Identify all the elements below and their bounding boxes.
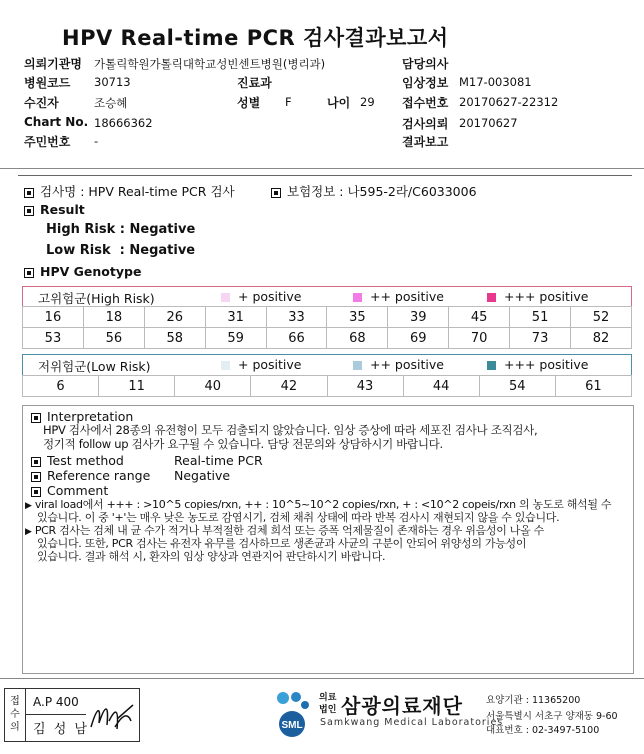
svg-text:SML: SML: [281, 720, 303, 731]
bullet-icon: [24, 268, 34, 278]
bullet-icon: [24, 206, 34, 216]
report-label: 결과보고: [402, 135, 449, 149]
genotype-cell: 6: [23, 376, 99, 397]
table-row: [23, 307, 632, 328]
high-risk-table: [22, 306, 632, 349]
signature-icon: [87, 699, 137, 735]
genotype-cell: 42: [251, 376, 327, 397]
bullet-icon: [24, 188, 34, 198]
genotype-cell: 39: [388, 307, 449, 328]
foundation-prefix: 의료법인: [319, 693, 337, 715]
resident-label: 주민번호: [24, 135, 71, 149]
genotype-cell: 40: [175, 376, 251, 397]
chart-no-value: 18666362: [94, 116, 153, 130]
patient-value: 조승혜: [94, 96, 128, 110]
header-divider: [0, 168, 644, 169]
bullet-icon: [31, 487, 41, 497]
test-method-label: Test method: [31, 453, 124, 468]
genotype-cell: 33: [266, 307, 327, 328]
request-value: 20170627: [459, 116, 518, 130]
receipt-value: 20170627-22312: [459, 95, 559, 109]
genotype-cell: 52: [571, 307, 632, 328]
legend-plus-plus-plus: +++ positive: [487, 357, 588, 372]
genotype-cell: 18: [83, 307, 144, 328]
sml-logo-icon: [268, 688, 316, 738]
stamp-label: 접수의: [5, 689, 26, 741]
interpretation-line-2: 정기적 follow up 검사가 요구될 수 있습니다. 담당 전문의와 상담하시기 바랍니다.: [43, 437, 443, 451]
genotype-cell: 45: [449, 307, 510, 328]
legend-plus: + positive: [221, 289, 301, 304]
doctor-code: A.P 400: [33, 695, 79, 709]
high-risk-label: 고위험군(High Risk): [38, 291, 155, 306]
comment-2-line-3: 있습니다. 결과 해석 시, 환자의 임상 양상과 연관지어 판단하시기 바랍니다.: [37, 550, 386, 563]
result-heading: Result: [24, 202, 85, 217]
test-method-value: Real-time PCR: [174, 453, 263, 468]
legend-plus-plus-plus: +++ positive: [487, 289, 588, 304]
genotype-cell: 11: [99, 376, 175, 397]
genotype-cell: 54: [479, 376, 555, 397]
chart-no-label: Chart No.: [24, 115, 89, 129]
genotype-cell: 73: [510, 328, 571, 349]
table-row: [23, 328, 632, 349]
foundation-english-name: Samkwang Medical Laboratories: [320, 717, 504, 728]
reference-range-value: Negative: [174, 468, 231, 483]
comment-1: ▶ viral load에서 +++ : >10^5 copies/rxn, ++ : 10^5~10^2 copies/rxn, + : <10^2 copeis/rxn 의 농도로 해석될 수: [25, 498, 612, 511]
genotype-cell: 68: [327, 328, 388, 349]
report-title: HPV Real-time PCR 검사결과보고서: [62, 26, 449, 50]
comment-2: ▶ PCR 검사는 검체 내 균 수가 적거나 부적절한 검체 희석 또는 증폭 억제물질이 존재하는 경우 위음성이 나올 수: [25, 524, 544, 537]
legend-swatch-icon: [221, 361, 230, 370]
institution-label: 의뢰기관명: [24, 57, 82, 71]
legend-plus-plus: ++ positive: [353, 357, 444, 372]
age-label: 나이: [327, 96, 351, 110]
doctor-name: 김 성 남: [33, 722, 89, 737]
attending-label: 담당의사: [402, 57, 449, 71]
genotype-heading: HPV Genotype: [24, 264, 141, 279]
institution-value: 가톨릭학원가톨릭대학교성빈센트병원(병리과): [94, 57, 326, 71]
genotype-cell: 69: [388, 328, 449, 349]
genotype-cell: 59: [205, 328, 266, 349]
legend-swatch-icon: [487, 361, 496, 370]
triangle-bullet-icon: ▶: [25, 501, 32, 511]
legend-plus-plus: ++ positive: [353, 289, 444, 304]
age-value: 29: [360, 95, 375, 109]
low-risk-label: 저위험군(Low Risk): [38, 359, 151, 374]
address: 서울특별시 서초구 양재동 9-60: [486, 711, 618, 722]
genotype-cell: 66: [266, 328, 327, 349]
stamp-divider: [26, 714, 86, 715]
request-label: 검사의뢰: [402, 117, 449, 131]
triangle-bullet-icon: ▶: [25, 527, 32, 537]
legend-swatch-icon: [353, 293, 362, 302]
comment-1-line-2: 있습니다. 이 중 '+'는 매우 낮은 농도로 감염시기, 검체 채취 상태에 따라 반복 검사시 재현되지 않을 수 있습니다.: [37, 511, 560, 524]
legend-swatch-icon: [221, 293, 230, 302]
interpretation-box: [22, 405, 634, 674]
genotype-cell: 31: [205, 307, 266, 328]
low-risk-header: [22, 354, 632, 375]
sex-value: F: [285, 95, 292, 109]
receipt-label: 접수번호: [402, 96, 449, 110]
bullet-icon: [31, 472, 41, 482]
genotype-cell: 56: [83, 328, 144, 349]
comment-heading: Comment: [31, 483, 108, 498]
high-risk-header: [22, 286, 632, 307]
genotype-cell: 35: [327, 307, 388, 328]
genotype-cell: 53: [23, 328, 84, 349]
genotype-cell: 43: [327, 376, 403, 397]
insurance-info: 보험정보 : 나595-2라/C6033006: [271, 182, 477, 200]
clinical-info-value: M17-003081: [459, 75, 532, 89]
interpretation-line-1: HPV 검사에서 28종의 유전형이 모두 검출되지 않았습니다. 임상 증상에 따라 세포진 검사나 조직검사,: [43, 423, 538, 437]
low-risk-result: Low Risk : Negative: [46, 243, 196, 258]
sex-label: 성별: [237, 96, 261, 110]
genotype-cell: 70: [449, 328, 510, 349]
bullet-icon: [271, 188, 281, 198]
test-name: 검사명 : HPV Real-time PCR 검사: [24, 182, 235, 200]
genotype-cell: 51: [510, 307, 571, 328]
reference-range-label: Reference range: [31, 468, 150, 483]
genotype-cell: 44: [403, 376, 479, 397]
comment-2-line-2: 있습니다. 또한, PCR 검사는 유전자 유무를 검사하므로 생존균과 사균의 구분이 안되어 위양성의 가능성이: [37, 537, 527, 550]
legend-swatch-icon: [353, 361, 362, 370]
bullet-icon: [31, 413, 41, 423]
genotype-cell: 58: [144, 328, 205, 349]
patient-label: 수진자: [24, 96, 59, 110]
genotype-cell: 61: [555, 376, 631, 397]
department-label: 진료과: [237, 76, 272, 90]
hospital-code-label: 병원코드: [24, 76, 71, 90]
high-risk-result: High Risk : Negative: [46, 222, 196, 237]
hospital-code-value: 30713: [94, 75, 131, 89]
genotype-cell: 82: [571, 328, 632, 349]
agency-number: 요양기관 : 11365200: [486, 695, 581, 706]
legend-plus: + positive: [221, 357, 301, 372]
legend-swatch-icon: [487, 293, 496, 302]
section-divider: [18, 175, 632, 176]
bullet-icon: [31, 457, 41, 467]
low-risk-table: [22, 375, 632, 397]
genotype-cell: 16: [23, 307, 84, 328]
doctor-stamp: [4, 688, 140, 742]
table-row: [23, 376, 632, 397]
resident-value: -: [94, 134, 99, 148]
foundation-name: 삼광의료재단: [341, 694, 463, 718]
genotype-cell: 26: [144, 307, 205, 328]
clinical-info-label: 임상정보: [402, 76, 449, 90]
phone-number: 대표번호 : 02-3497-5100: [486, 725, 600, 736]
interpretation-heading: Interpretation: [31, 409, 133, 424]
